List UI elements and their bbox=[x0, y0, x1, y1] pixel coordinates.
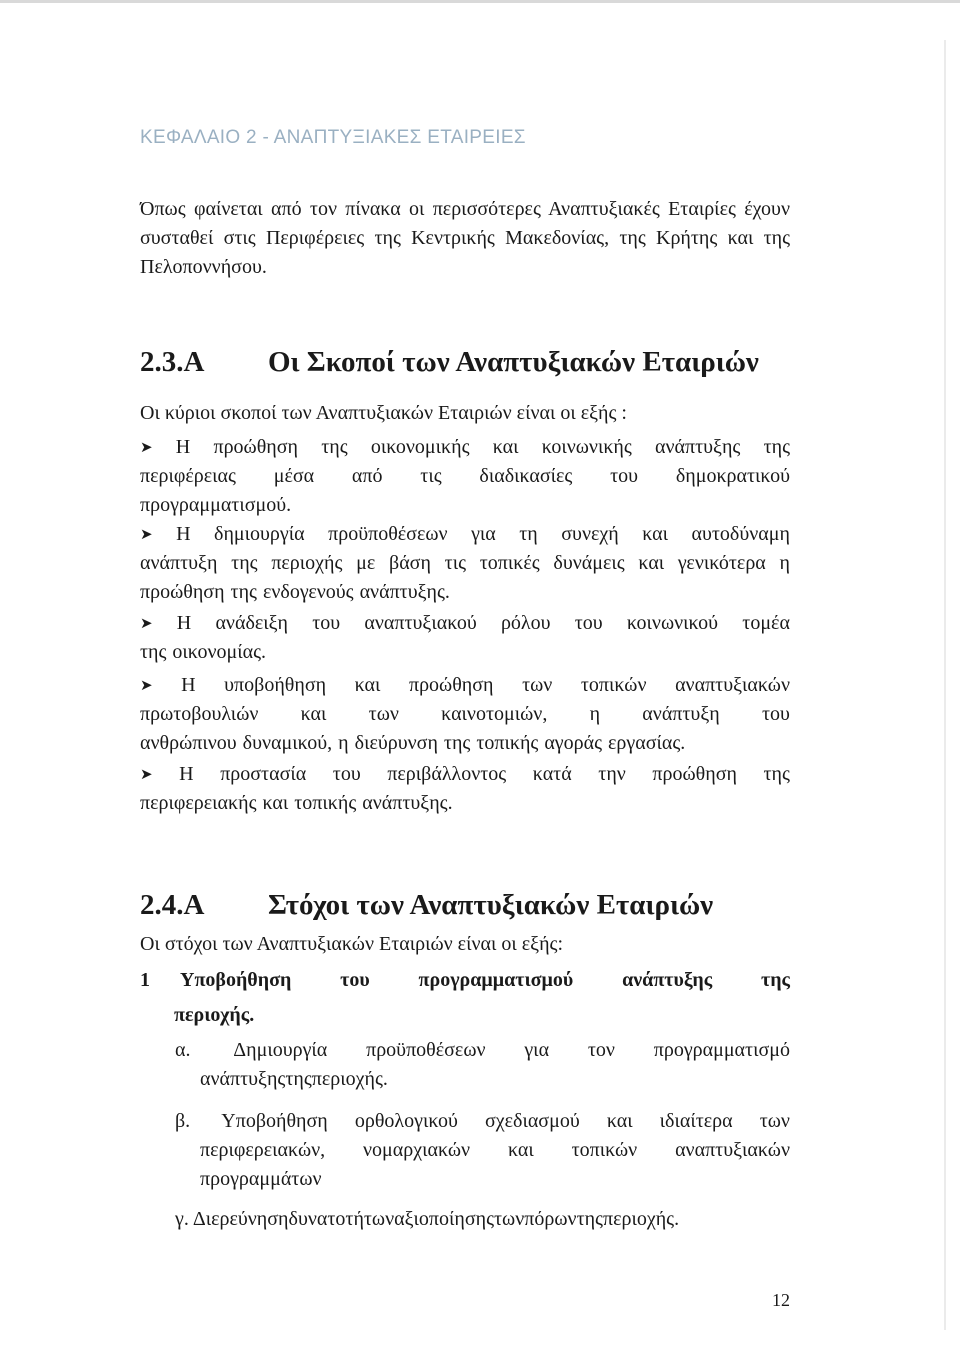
scan-edge-top bbox=[0, 0, 960, 3]
sub-item bbox=[175, 1205, 790, 1234]
word: της bbox=[140, 641, 167, 663]
word: ορθολογικού bbox=[354, 1110, 458, 1132]
word: και bbox=[638, 552, 665, 574]
word: κοινωνικής bbox=[541, 436, 632, 458]
word: τοπικής bbox=[294, 792, 357, 814]
word: γενικότερα bbox=[677, 552, 766, 574]
sub-item bbox=[175, 1107, 790, 1194]
word: αξιοποίησης bbox=[394, 1208, 495, 1230]
word: ανάπτυξη bbox=[140, 552, 218, 574]
word: δυνατοτήτων bbox=[288, 1208, 395, 1230]
word: του bbox=[610, 465, 639, 487]
text-line bbox=[140, 671, 790, 700]
arrowhead-icon: ➤ bbox=[140, 676, 153, 694]
word: ρόλου bbox=[500, 612, 551, 634]
text-line bbox=[175, 1065, 790, 1094]
word: τοπικές bbox=[479, 552, 540, 574]
item-number: 1 bbox=[140, 969, 150, 991]
word: των bbox=[368, 703, 399, 725]
word: της bbox=[321, 436, 348, 458]
word: περιβάλλοντος bbox=[387, 763, 507, 785]
word: αυτοδύναμη bbox=[691, 523, 790, 545]
word: προστασία bbox=[220, 763, 307, 785]
word: αναπτυξιακών bbox=[675, 1139, 790, 1161]
text-line bbox=[140, 549, 790, 578]
word: νομαρχιακών bbox=[363, 1139, 471, 1161]
section-lead: Οι στόχοι των Αναπτυξιακών Εταιριών είναι οι εξής: bbox=[140, 933, 563, 955]
word: βάση bbox=[389, 552, 431, 574]
text-line bbox=[140, 491, 790, 520]
word: και bbox=[642, 523, 668, 545]
word: προγραμμάτων bbox=[200, 1168, 322, 1190]
word: της bbox=[443, 732, 471, 754]
word: προώθηση bbox=[652, 763, 737, 785]
word: του bbox=[332, 763, 361, 785]
word: υποβοήθηση bbox=[224, 674, 327, 696]
sub-item-marker: β. bbox=[175, 1110, 191, 1132]
word: την bbox=[598, 763, 626, 785]
word: ανάπτυξης. bbox=[362, 792, 453, 814]
text-line bbox=[140, 520, 790, 549]
text-line bbox=[175, 1107, 790, 1136]
word: των bbox=[522, 674, 553, 696]
text-line bbox=[140, 433, 790, 462]
numbered-item bbox=[140, 966, 790, 1030]
word: ανάπτυξης. bbox=[359, 581, 450, 603]
bullet-item bbox=[140, 433, 790, 520]
word: ιδιαίτερα bbox=[659, 1110, 733, 1132]
word: δυναμικού, bbox=[242, 732, 333, 754]
word: αγοράς bbox=[544, 732, 603, 754]
word: ανάπτυξης bbox=[655, 436, 741, 458]
word: της bbox=[231, 552, 258, 574]
word: περιφερειακής bbox=[140, 792, 257, 814]
word: τοπικών bbox=[580, 674, 647, 696]
sub-item-marker: γ. bbox=[175, 1208, 189, 1230]
intro-paragraph: Όπως φαίνεται από τον πίνακα οι περισσότερες Αναπτυξιακές Εταιρίες έχουν συσταθεί στις Περιφέρειες της Κεντρικής Μακεδονίας, της Κρήτης και της Πελοποννήσου. bbox=[140, 198, 790, 278]
item-title-continued: περιοχής. bbox=[174, 1004, 255, 1026]
word: ανάδειξη bbox=[215, 612, 289, 634]
word: προώθηση bbox=[408, 674, 494, 696]
word: περιοχής. bbox=[602, 1208, 680, 1230]
word: Η bbox=[181, 674, 196, 696]
word: εργασίας. bbox=[608, 732, 686, 754]
word: του bbox=[761, 703, 790, 725]
text-line bbox=[140, 700, 790, 729]
word: δημιουργία bbox=[214, 523, 305, 545]
word: συνεχή bbox=[561, 523, 619, 545]
word: ανθρώπινου bbox=[140, 732, 237, 754]
word: προγραμματισμό bbox=[653, 1039, 790, 1061]
item-title bbox=[180, 966, 790, 995]
word: τη bbox=[519, 523, 538, 545]
text-line bbox=[175, 1036, 790, 1065]
word: περιφερειακών, bbox=[200, 1139, 326, 1161]
word: της bbox=[576, 1208, 603, 1230]
word: και bbox=[354, 674, 381, 696]
word: σχεδιασμού bbox=[484, 1110, 580, 1132]
arrowhead-icon: ➤ bbox=[140, 765, 153, 783]
word: τομέα bbox=[742, 612, 790, 634]
word: οικονομίας. bbox=[172, 641, 266, 663]
word: περιοχής bbox=[271, 552, 343, 574]
word: η bbox=[779, 552, 790, 574]
text-line bbox=[140, 760, 790, 789]
section-heading-2-3 bbox=[140, 346, 759, 379]
word: ενδογενούς bbox=[262, 581, 354, 603]
word: πρωτοβουλιών bbox=[140, 703, 259, 725]
section-title: Στόχοι των Αναπτυξιακών Εταιριών bbox=[268, 889, 714, 921]
word: και bbox=[492, 436, 519, 458]
word: Διερεύνηση bbox=[192, 1208, 289, 1230]
word: προϋποθέσεων bbox=[366, 1039, 486, 1061]
word: Υποβοήθηση bbox=[221, 1110, 328, 1132]
arrowhead-icon: ➤ bbox=[140, 525, 153, 543]
word: και bbox=[300, 703, 327, 725]
sub-item-marker: α. bbox=[175, 1039, 191, 1061]
bullet-item bbox=[140, 671, 790, 758]
text-line bbox=[175, 1205, 790, 1234]
word: δημοκρατικού bbox=[675, 465, 790, 487]
word: για bbox=[471, 523, 496, 545]
word: διαδικασίες bbox=[479, 465, 573, 487]
word: τις bbox=[444, 552, 467, 574]
section-number: 2.4.Α bbox=[140, 889, 205, 921]
word: προγραμματισμού. bbox=[140, 494, 292, 516]
word: οικονομικής bbox=[370, 436, 470, 458]
word: Η bbox=[176, 612, 192, 634]
word: του bbox=[574, 612, 603, 634]
page-number: 12 bbox=[772, 1290, 790, 1310]
word: και bbox=[262, 792, 289, 814]
word: κοινωνικού bbox=[626, 612, 719, 634]
scan-edge-right bbox=[944, 40, 946, 1330]
section-lead: Οι κύριοι σκοποί των Αναπτυξιακών Εταιριών είναι οι εξής : bbox=[140, 402, 627, 424]
numbered-item-line bbox=[140, 966, 790, 995]
word: αναπτυξιακών bbox=[675, 674, 790, 696]
word: των bbox=[759, 1110, 790, 1132]
word: περιοχής. bbox=[311, 1068, 388, 1090]
word: του bbox=[312, 612, 341, 634]
word: δυνάμεις bbox=[553, 552, 625, 574]
word: με bbox=[356, 552, 376, 574]
arrowhead-icon: ➤ bbox=[140, 438, 153, 456]
text-line bbox=[140, 578, 790, 607]
text-line bbox=[175, 1136, 790, 1165]
word: για bbox=[524, 1039, 550, 1061]
word: τοπικής bbox=[476, 732, 539, 754]
text-line bbox=[140, 638, 790, 667]
word: τοπικών bbox=[571, 1139, 638, 1161]
word: ανάπτυξης bbox=[622, 969, 713, 991]
word: διεύρυνση bbox=[354, 732, 438, 754]
word: τον bbox=[587, 1039, 615, 1061]
text-line bbox=[175, 1165, 790, 1194]
section-number: 2.3.Α bbox=[140, 346, 205, 378]
word: Υποβοήθηση bbox=[180, 969, 292, 991]
bullet-item bbox=[140, 609, 790, 667]
word: Η bbox=[179, 763, 194, 785]
word: ανάπτυξη bbox=[642, 703, 720, 725]
word: και bbox=[606, 1110, 633, 1132]
word: της bbox=[285, 1068, 312, 1090]
word: των bbox=[494, 1208, 525, 1230]
word: μέσα bbox=[273, 465, 315, 487]
word: και bbox=[507, 1139, 534, 1161]
word: της bbox=[763, 763, 790, 785]
text-line bbox=[140, 729, 790, 758]
word: προϋποθέσεων bbox=[328, 523, 448, 545]
word: Η bbox=[176, 523, 191, 545]
word: τις bbox=[420, 465, 442, 487]
text-line bbox=[140, 609, 790, 638]
word: της bbox=[763, 436, 790, 458]
word: προώθηση bbox=[140, 581, 225, 603]
word: Η bbox=[175, 436, 191, 458]
word: η bbox=[589, 703, 601, 725]
word: η bbox=[338, 732, 349, 754]
word: πόρων bbox=[524, 1208, 577, 1230]
word: κατά bbox=[532, 763, 572, 785]
running-head: ΚΕΦΑΛΑΙΟ 2 - ΑΝΑΠΤΥΞΙΑΚΕΣ ΕΤΑΙΡΕΙΕΣ bbox=[140, 127, 526, 148]
word: του bbox=[340, 969, 370, 991]
text-line bbox=[140, 789, 790, 818]
word: της bbox=[230, 581, 257, 603]
text-line bbox=[140, 462, 790, 491]
word: αναπτυξιακού bbox=[364, 612, 477, 634]
word: από bbox=[351, 465, 383, 487]
bullet-item bbox=[140, 520, 790, 607]
word: της bbox=[760, 969, 790, 991]
section-heading-2-4 bbox=[140, 889, 713, 922]
word: προώθηση bbox=[213, 436, 298, 458]
word: ανάπτυξης bbox=[200, 1068, 286, 1090]
section-title: Οι Σκοποί των Αναπτυξιακών Εταιριών bbox=[268, 346, 759, 378]
word: περιφέρειας bbox=[140, 465, 236, 487]
bullet-item bbox=[140, 760, 790, 818]
word: καινοτομιών, bbox=[441, 703, 548, 725]
arrowhead-icon: ➤ bbox=[140, 614, 153, 632]
sub-item bbox=[175, 1036, 790, 1094]
word: προγραμματισμού bbox=[418, 969, 574, 991]
word: Δημιουργία bbox=[233, 1039, 328, 1061]
